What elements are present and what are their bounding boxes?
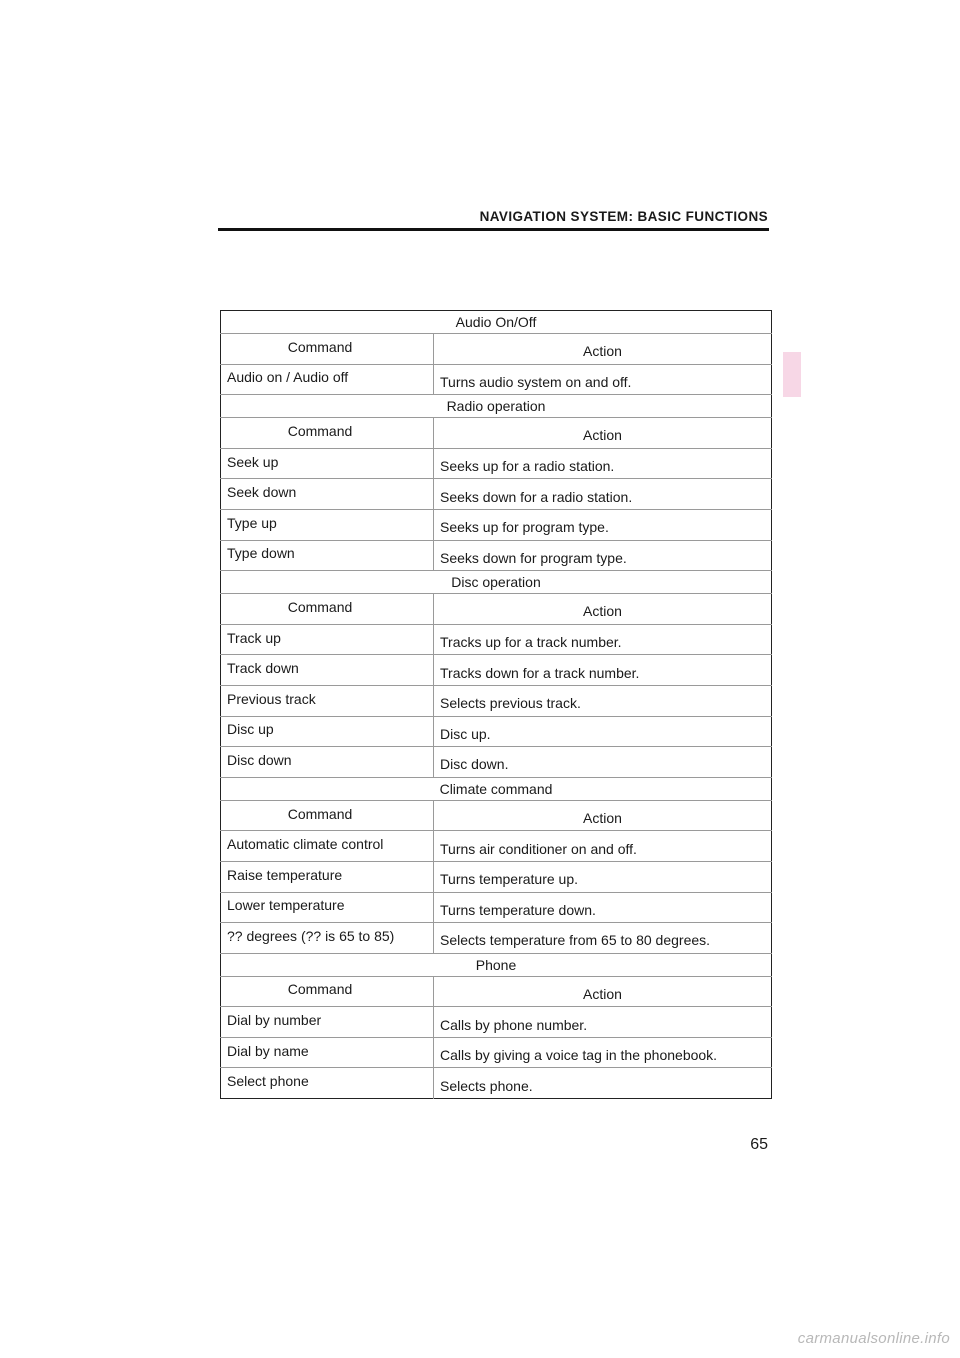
- action-cell: Seeks down for program type.: [434, 540, 772, 571]
- command-cell: Audio on / Audio off: [221, 364, 434, 395]
- command-cell: Disc up: [221, 716, 434, 747]
- column-header-row: [221, 418, 772, 449]
- command-cell: Type up: [221, 509, 434, 540]
- section-header-row: [221, 777, 772, 800]
- command-cell: ?? degrees (?? is 65 to 85): [221, 923, 434, 954]
- column-header-action: Action: [434, 418, 772, 449]
- command-cell: Automatic climate control: [221, 831, 434, 862]
- action-cell: Seeks down for a radio station.: [434, 479, 772, 510]
- column-header-action: Action: [434, 334, 772, 365]
- section-header-row: [221, 571, 772, 594]
- voice-command-table: [220, 310, 772, 1099]
- action-cell: Seeks up for program type.: [434, 509, 772, 540]
- action-cell: Turns audio system on and off.: [434, 364, 772, 395]
- column-header-row: [221, 976, 772, 1007]
- table-row: [221, 655, 772, 686]
- table-row: [221, 892, 772, 923]
- column-header-command: Command: [221, 800, 434, 831]
- table-row: [221, 923, 772, 954]
- table-row: [221, 1007, 772, 1038]
- action-cell: Tracks down for a track number.: [434, 655, 772, 686]
- command-cell: Dial by name: [221, 1037, 434, 1068]
- watermark-text: carmanualsonline.info: [797, 1330, 950, 1347]
- column-header-action: Action: [434, 594, 772, 625]
- command-cell: Track up: [221, 624, 434, 655]
- column-header-command: Command: [221, 334, 434, 365]
- table-row: [221, 861, 772, 892]
- command-cell: Seek up: [221, 448, 434, 479]
- column-header-command: Command: [221, 976, 434, 1007]
- table-row: [221, 831, 772, 862]
- table-row: [221, 1068, 772, 1099]
- section-title: Disc operation: [221, 571, 772, 594]
- table-row: [221, 685, 772, 716]
- action-cell: Turns temperature up.: [434, 861, 772, 892]
- action-cell: Selects previous track.: [434, 685, 772, 716]
- command-cell: Lower temperature: [221, 892, 434, 923]
- column-header-action: Action: [434, 800, 772, 831]
- table-row: [221, 479, 772, 510]
- column-header-row: [221, 800, 772, 831]
- section-header-row: [221, 311, 772, 334]
- page-header-title: NAVIGATION SYSTEM: BASIC FUNCTIONS: [479, 209, 768, 224]
- action-cell: Disc up.: [434, 716, 772, 747]
- table-row: [221, 448, 772, 479]
- action-cell: Calls by phone number.: [434, 1007, 772, 1038]
- action-cell: Tracks up for a track number.: [434, 624, 772, 655]
- column-header-row: [221, 594, 772, 625]
- action-cell: Disc down.: [434, 747, 772, 778]
- column-header-command: Command: [221, 418, 434, 449]
- action-cell: Seeks up for a radio station.: [434, 448, 772, 479]
- section-header-row: [221, 953, 772, 976]
- action-cell: Selects temperature from 65 to 80 degrees.: [434, 923, 772, 954]
- action-cell: Selects phone.: [434, 1068, 772, 1099]
- section-title: Radio operation: [221, 395, 772, 418]
- section-title: Climate command: [221, 777, 772, 800]
- column-header-action: Action: [434, 976, 772, 1007]
- table-row: [221, 540, 772, 571]
- table-row: [221, 716, 772, 747]
- action-cell: Calls by giving a voice tag in the phonebook.: [434, 1037, 772, 1068]
- page-number: 65: [750, 1136, 768, 1153]
- action-cell: Turns temperature down.: [434, 892, 772, 923]
- section-title: Audio On/Off: [455, 314, 537, 330]
- command-cell: Select phone: [221, 1068, 434, 1099]
- chapter-tab: [783, 352, 801, 397]
- command-cell: Seek down: [221, 479, 434, 510]
- command-cell: Raise temperature: [221, 861, 434, 892]
- column-header-row: [221, 334, 772, 365]
- table-row: [221, 1037, 772, 1068]
- header-rule: [218, 228, 769, 231]
- section-title: Phone: [221, 953, 772, 976]
- section-header-row: [221, 395, 772, 418]
- table-row: [221, 747, 772, 778]
- column-header-command: Command: [221, 594, 434, 625]
- table-row: [221, 624, 772, 655]
- command-cell: Disc down: [221, 747, 434, 778]
- table-row: [221, 509, 772, 540]
- command-cell: Type down: [221, 540, 434, 571]
- command-cell: Track down: [221, 655, 434, 686]
- action-cell: Turns air conditioner on and off.: [434, 831, 772, 862]
- table-row: [221, 364, 772, 395]
- command-cell: Dial by number: [221, 1007, 434, 1038]
- command-cell: Previous track: [221, 685, 434, 716]
